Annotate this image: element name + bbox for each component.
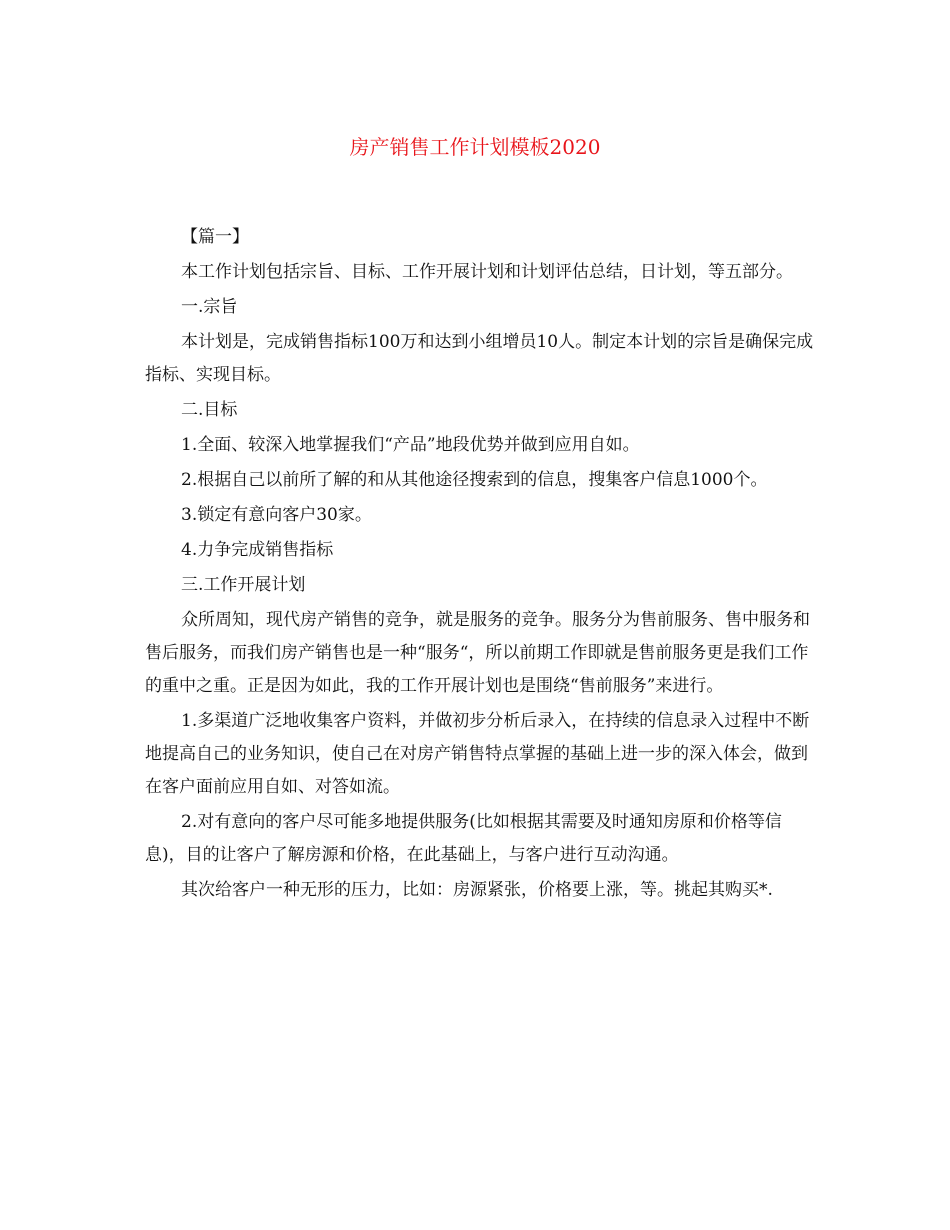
document-body — [145, 221, 815, 909]
section-heading-purpose: 一.宗旨 — [181, 297, 238, 317]
section-heading-part-one: 【篇一】 — [181, 227, 249, 247]
goal-item-4: 4.力争完成销售指标 — [181, 540, 334, 560]
intro-paragraph: 本工作计划包括宗旨、目标、工作开展计划和计划评估总结，日计划，等五部分。 — [181, 262, 793, 282]
goal-item-2: 2.根据自己以前所了解的和从其他途径搜索到的信息，搜集客户信息1000个。 — [181, 470, 768, 490]
goal-item-3: 3.锁定有意向客户30家。 — [181, 505, 372, 525]
work-plan-item-2: 2.对有意向的客户尽可能多地提供服务(比如根据其需要及时通知房原和价格等信息)，目的让客户了解房源和价格，在此基础上，与客户进行互动沟通。 — [145, 812, 782, 865]
work-plan-followup-paragraph: 其次给客户一种无形的压力，比如：房源紧张，价格要上涨，等。挑起其购买*. — [181, 880, 773, 900]
work-plan-paragraph: 众所周知，现代房产销售的竞争，就是服务的竞争。服务分为售前服务、售中服务和售后服务，而我们房产销售也是一种“服务“，所以前期工作即就是售前服务更是我们工作的重中之重。正是因为如此，我的工作开展计划也是围绕“售前服务”来进行。 — [145, 610, 810, 696]
goal-item-1: 1.全面、较深入地掌握我们“产品”地段优势并做到应用自如。 — [181, 435, 640, 455]
section-heading-work-plan: 三.工作开展计划 — [181, 575, 306, 595]
section-heading-goals: 二.目标 — [181, 400, 238, 420]
work-plan-item-1: 1.多渠道广泛地收集客户资料，并做初步分析后录入，在持续的信息录入过程中不断地提高自己的业务知识，使自己在对房产销售特点掌握的基础上进一步的深入体会，做到在客户面前应用自如、对答如流。 — [145, 711, 810, 797]
purpose-paragraph: 本计划是，完成销售指标100万和达到小组增员10人。制定本计划的宗旨是确保完成指标、实现目标。 — [145, 332, 814, 385]
document-title: 房产销售工作计划模板2020 — [349, 135, 601, 159]
